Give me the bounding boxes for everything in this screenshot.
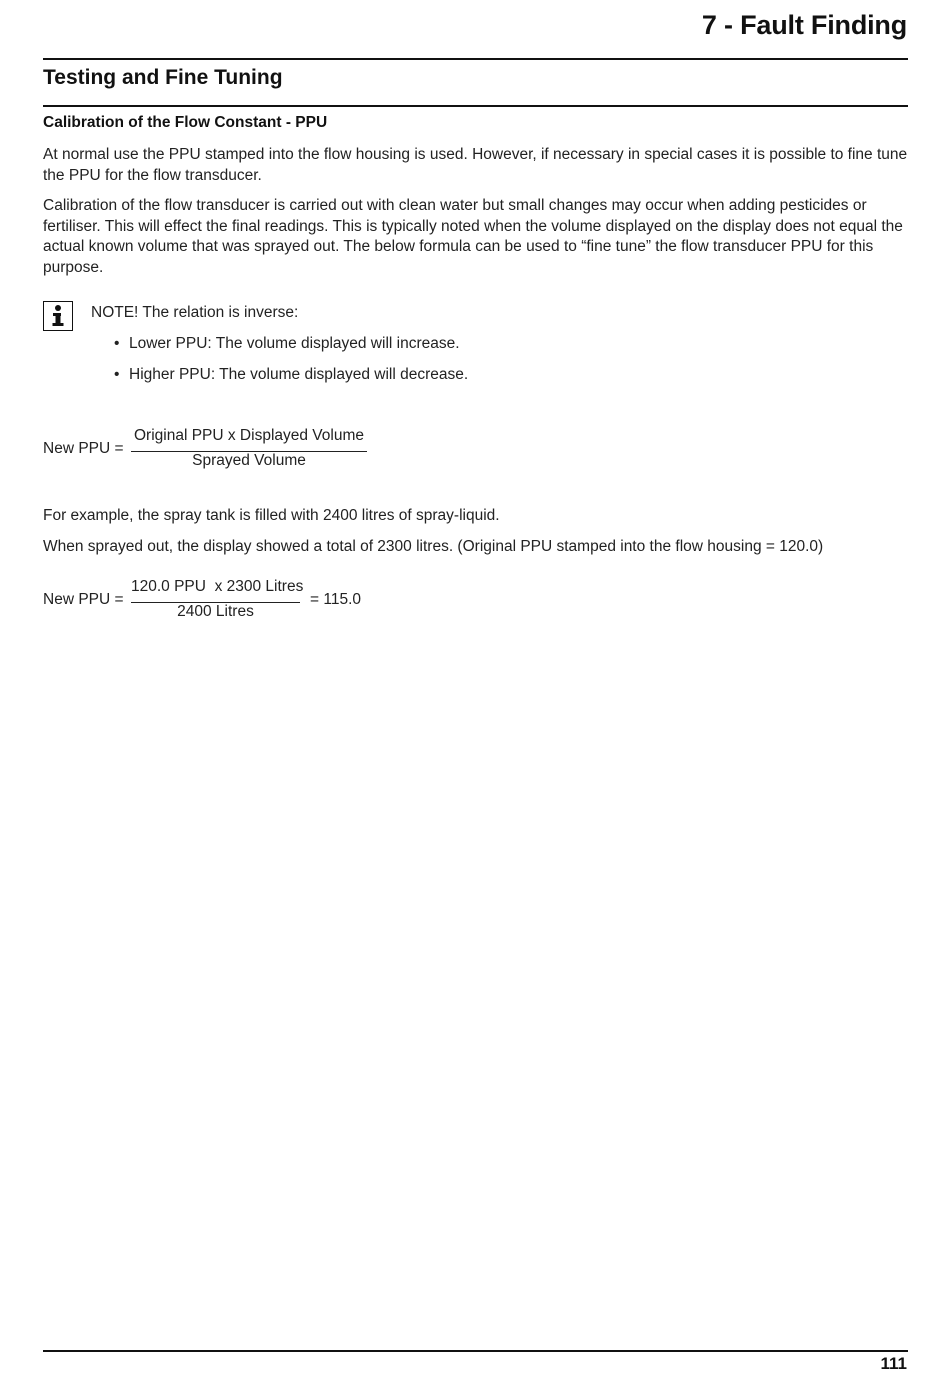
note-bullet — [114, 335, 460, 353]
section-rule — [43, 105, 908, 107]
footer-rule — [43, 1350, 908, 1352]
subsection-title: Calibration of the Flow Constant - PPU — [43, 114, 328, 131]
info-icon — [43, 301, 73, 331]
formula-numerator: Original PPU x Displayed Volume — [133, 427, 365, 444]
note-bullet — [114, 366, 468, 384]
paragraph: Calibration of the flow transducer is carried out with clean water but small changes may occur when adding pesticides or fertiliser. This will effect the final readings. This is typically noted when the volume displayed on the display does not equal the actual known volume that was sprayed out. The below formula can be used to “fine tune” the flow transducer PPU for this purpose. — [43, 197, 903, 276]
chapter-title: 7 - Fault Finding — [701, 10, 907, 40]
example-denominator: 2400 Litres — [177, 603, 254, 620]
page-number: 111 — [880, 1354, 907, 1373]
paragraph: At normal use the PPU stamped into the flow housing is used. However, if necessary in special cases it is possible to fine tune the PPU for the flow transducer. — [43, 146, 908, 184]
bullet-text: Lower PPU: The volume displayed will increase. — [129, 335, 460, 352]
example-numerator: 120.0 PPU x 2300 Litres — [131, 578, 304, 595]
bullet-dot: • — [114, 366, 120, 383]
bullet-dot: • — [114, 335, 120, 352]
header-rule — [43, 58, 908, 60]
bullet-text: Higher PPU: The volume displayed will decrease. — [129, 366, 469, 383]
example-lhs: New PPU = — [43, 591, 124, 608]
example-text: When sprayed out, the display showed a total of 2300 litres. (Original PPU stamped into the flow housing = 120.0) — [43, 538, 824, 555]
example-text: For example, the spray tank is filled with 2400 litres of spray-liquid. — [43, 507, 500, 524]
note-text: NOTE! The relation is inverse: — [91, 304, 299, 321]
section-title: Testing and Fine Tuning — [43, 66, 283, 89]
formula-lhs: New PPU = — [43, 440, 124, 457]
formula-denominator: Sprayed Volume — [192, 452, 306, 469]
example-result: = 115.0 — [310, 591, 361, 608]
